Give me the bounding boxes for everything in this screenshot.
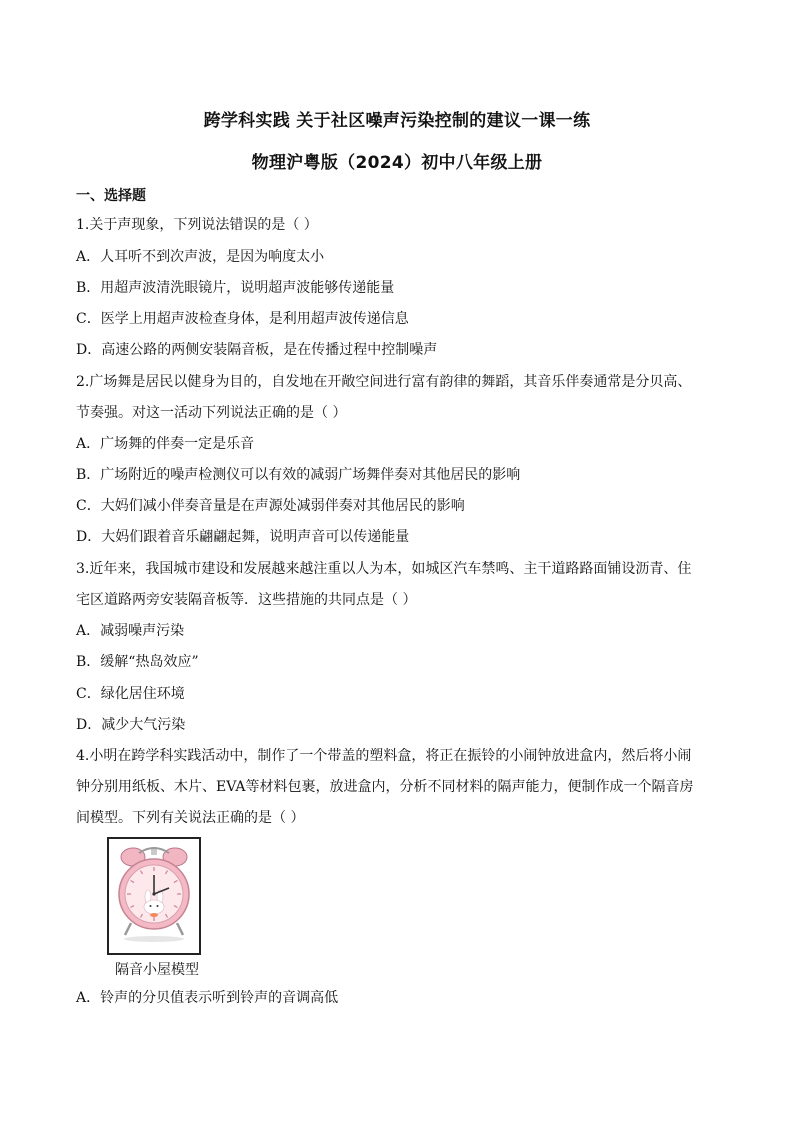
question-3-option-b: B．缓解“热岛效应” <box>76 654 199 670</box>
section-heading: 一、选择题 <box>76 188 146 204</box>
question-1-stem: 1.关于声现象，下列说法错误的是（ ） <box>76 217 318 233</box>
question-4-stem-line2: 钟分别用纸板、木片、EVA等材料包裹，放进盒内，分析不同材料的隔声能力，便制作成一个隔音房 <box>76 779 694 795</box>
question-2-option-c: C．大妈们减小伴奏音量是在声源处减弱伴奏对其他居民的影响 <box>76 498 465 514</box>
question-1-option-b: B．用超声波清洗眼镜片，说明超声波能够传递能量 <box>76 280 395 296</box>
question-3-option-d: D．减少大气污染 <box>76 717 186 733</box>
question-2-option-a: A．广场舞的伴奏一定是乐音 <box>76 436 255 452</box>
question-2-option-d: D．大妈们跟着音乐翩翩起舞，说明声音可以传递能量 <box>76 529 410 545</box>
question-3-stem-line2: 宅区道路两旁安装隔音板等．这些措施的共同点是（ ） <box>76 592 417 608</box>
question-2-option-b: B．广场附近的噪声检测仪可以有效的减弱广场舞伴奏对其他居民的影响 <box>76 467 521 483</box>
question-3-option-a: A．减弱噪声污染 <box>76 623 185 639</box>
document-subtitle: 物理沪粤版（2024）初中八年级上册 <box>251 153 543 173</box>
alarm-clock-icon <box>109 839 199 953</box>
question-4-option-a: A．铃声的分贝值表示听到铃声的音调高低 <box>76 990 339 1006</box>
question-3-option-c: C．绿化居住环境 <box>76 686 185 702</box>
figure-caption: 隔音小屋模型 <box>115 962 199 978</box>
question-4-stem-line3: 间模型。下列有关说法正确的是（ ） <box>76 810 305 826</box>
question-3-stem-line1: 3.近年来，我国城市建设和发展越来越注重以人为本，如城区汽车禁鸣、主干道路路面铺设沥青、住 <box>76 561 692 577</box>
question-2-stem-line1: 2.广场舞是居民以健身为目的，自发地在开敞空间进行富有韵律的舞蹈，其音乐伴奏通常是分贝高、 <box>76 374 692 390</box>
question-1-option-a: A．人耳听不到次声波，是因为响度太小 <box>76 249 325 265</box>
question-4-stem-line1: 4.小明在跨学科实践活动中，制作了一个带盖的塑料盒，将正在振铃的小闹钟放进盒内，然后将小闹 <box>76 748 692 764</box>
question-1-option-d: D．高速公路的两侧安装隔音板，是在传播过程中控制噪声 <box>76 342 438 358</box>
question-2-stem-line2: 节奏强。对这一活动下列说法正确的是（ ） <box>76 405 347 421</box>
alarm-clock-figure <box>107 837 201 955</box>
document-title: 跨学科实践 关于社区噪声污染控制的建议一课一练 <box>203 111 591 131</box>
question-1-option-c: C．医学上用超声波检查身体，是利用超声波传递信息 <box>76 311 409 327</box>
